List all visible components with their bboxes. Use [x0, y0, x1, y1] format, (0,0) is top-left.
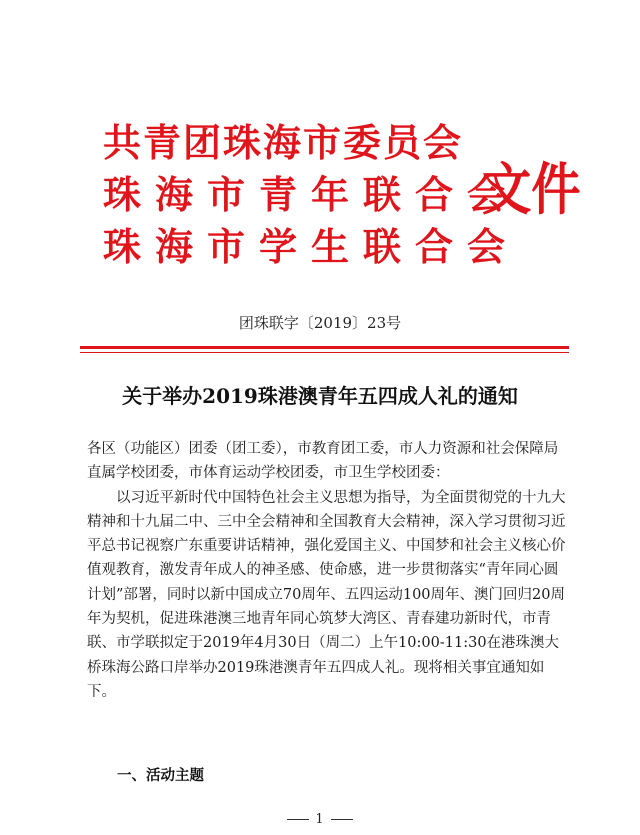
red-separator-thick: [80, 346, 569, 349]
issuer-youth-league: 共青团珠海市委员会: [103, 120, 464, 165]
addressees: 各区（功能区）团委（团工委），市教育团工委，市人力资源和社会保障局直属学校团委，市体育运动学校团委，市卫生学校团委：: [87, 441, 559, 482]
document-word: 文件: [482, 157, 581, 223]
section-heading: 一、活动主题: [117, 767, 204, 784]
body-paragraph: 以习近平新时代中国特色社会主义思想为指导，为全面贯彻党的十九大精神和十九届二中、三中全会精神和全国教育大会精神，深入学习贯彻习近平总书记视察广东重要讲话精神，强化爱国主义、中国梦和社会主义核心价值观教育，激发青年成人的神圣感、使命感，进一步贯彻落实“青年同心圆计划”部署，同时以新中国成立70周年、五四运动100周年、澳门回归20周年为契机，促进珠港澳三地青年同心筑梦大湾区、青春建功新时代，市青联、市学联拟定于2019年4月30日（周二）上午10:00-11:30在港珠澳大桥珠海公路口岸举办2019珠港澳青年五四成人礼。现将相关事宜通知如下。: [87, 489, 566, 700]
issuing-organizations: [103, 117, 519, 273]
page-number: [0, 812, 640, 827]
document-number: 团珠联字〔2019〕23号: [238, 314, 402, 332]
issuer-youth-federation: 珠海市青年联合会: [103, 172, 520, 217]
document-body: [87, 437, 567, 704]
red-separator-thin: [80, 352, 569, 353]
issuer-student-federation: 珠海市学生联合会: [103, 224, 520, 269]
document-title: 关于举办2019珠港澳青年五四成人礼的通知: [122, 384, 518, 408]
page-number-value: 1: [315, 812, 325, 827]
page-number-dash-right: [331, 819, 353, 820]
page-number-dash-left: [287, 819, 309, 820]
